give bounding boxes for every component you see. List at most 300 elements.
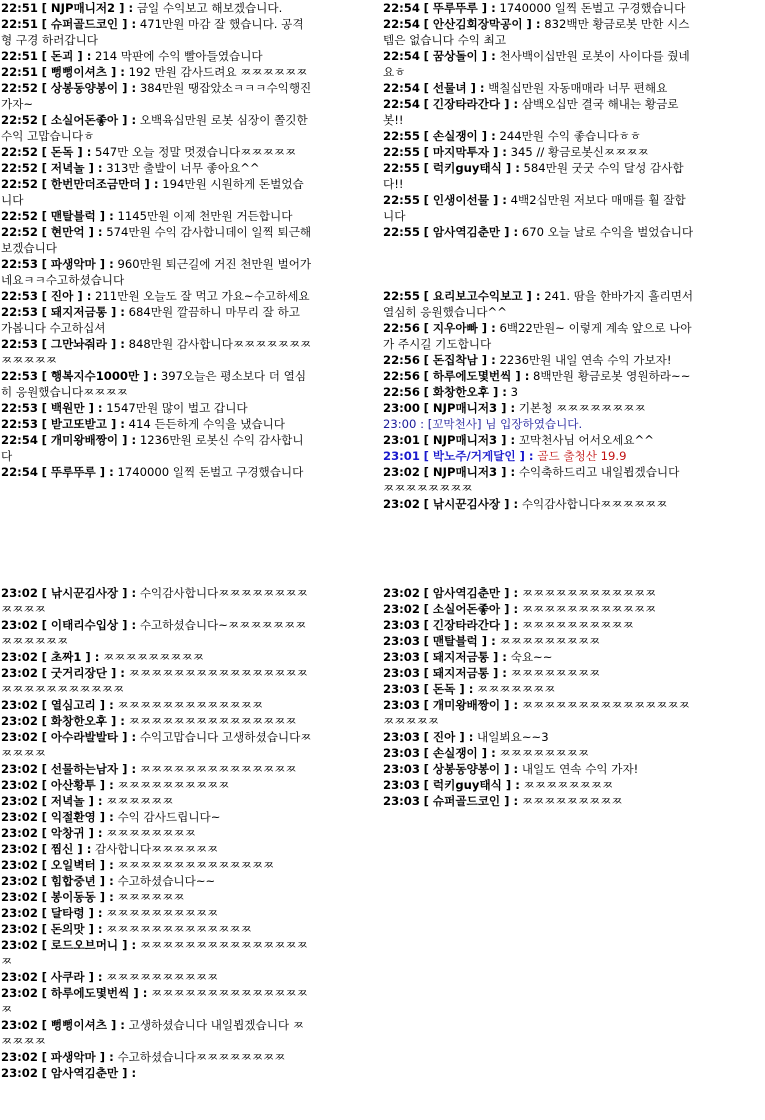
chat-spacer: [382, 256, 694, 272]
message-text: 241. 땀을 한바가지 흘리면서 열심히 응원했습니다^^: [383, 289, 694, 319]
chat-message: [0, 1065, 312, 1081]
message-time: 22:53: [1, 369, 38, 383]
message-text: 수고하셨습니다~ㅉㅉㅉㅉㅉㅉㅉㅉㅉㅉㅉㅉㅉ: [1, 618, 307, 648]
chat-message: [0, 288, 312, 304]
message-user: [ 긴장타라간다 ] :: [423, 97, 519, 111]
message-text: 내일도 연속 수익 가자!: [521, 762, 639, 776]
message-text: 수고하셨습니다~~: [117, 874, 216, 888]
chat-message: [382, 192, 694, 224]
message-time: 23:03: [383, 666, 420, 680]
message-time: 22:51: [1, 49, 38, 63]
message-time: 23:03: [383, 650, 420, 664]
message-text: ㅉㅉㅉㅉㅉㅉㅉㅉㅉㅉㅉㅉㅉㅉㅉㅉ: [1, 938, 308, 968]
message-text: 백칠십만원 자동매매라 너무 편해요: [488, 81, 668, 95]
message-user: [ 슈퍼골드코인 ] :: [423, 794, 519, 808]
message-time: 23:02: [1, 1066, 38, 1080]
chat-message: [382, 128, 694, 144]
message-user: [ 화창한오후 ] :: [41, 714, 125, 728]
chat-message: [0, 697, 312, 713]
message-time: 23:02: [383, 465, 420, 479]
message-user: [ 맨탈블럭 ] :: [41, 209, 114, 223]
message-user: [ NJP매니저2 ] :: [41, 1, 134, 15]
message-time: 22:52: [1, 161, 38, 175]
message-text: 471만원 마감 잘 했습니다. 공격형 구경 하러갑니다: [1, 17, 304, 47]
message-text: 192 만원 감사드려요 ㅉㅉㅉㅉㅉㅉ: [128, 65, 308, 79]
message-text: 345 // 황금로봇신ㅉㅉㅉㅉ: [510, 145, 649, 159]
message-text: ㅉㅉㅉㅉㅉㅉ: [117, 890, 185, 904]
message-time: 22:54: [383, 17, 420, 31]
message-user: [ 돈의맛 ] :: [41, 922, 103, 936]
message-user: [ 굿거리장단 ] :: [41, 666, 125, 680]
message-time: 23:02: [383, 602, 420, 616]
chat-message: [0, 937, 312, 969]
message-time: 23:02: [1, 922, 38, 936]
message-user: [ NJP매니저3 ] :: [423, 401, 516, 415]
chat-log-panel-1: [0, 0, 312, 530]
message-time: 23:02: [1, 778, 38, 792]
message-time: 23:02: [1, 1018, 38, 1032]
message-text: 수익고맙습니다 고생하셨습니다ㅉㅉㅉㅉㅉ: [1, 730, 312, 760]
message-user: [ 진아 ] :: [423, 730, 474, 744]
message-text: ㅉㅉㅉㅉㅉㅉㅉㅉㅉㅉㅉㅉ: [521, 602, 657, 616]
message-text: 2236만원 내일 연속 수익 가보자!: [499, 353, 672, 367]
message-text: ㅉㅉㅉㅉㅉㅉㅉㅉㅉㅉㅉㅉㅉㅉㅉ: [128, 714, 297, 728]
message-user: [ 파생악마 ] :: [41, 257, 114, 271]
chat-message: [382, 496, 694, 512]
message-user: [ 뻥뻥이셔츠 ] :: [41, 65, 125, 79]
message-time: 23:02: [1, 970, 38, 984]
message-user: [ 손실쟁이 ] :: [423, 129, 496, 143]
message-time: 22:51: [1, 1, 38, 15]
chat-message: [382, 96, 694, 128]
message-time: 23:02: [1, 858, 38, 872]
chat-message: [382, 224, 694, 240]
message-time: 23:02: [1, 890, 38, 904]
message-user: [ 현만억 ] :: [41, 225, 103, 239]
message-text: ㅉㅉㅉㅉㅉㅉㅉㅉㅉㅉ: [106, 906, 219, 920]
message-user: [ 선물녀 ] :: [423, 81, 485, 95]
chat-message: [0, 432, 312, 464]
chat-message: [0, 160, 312, 176]
message-time: 23:00: [383, 401, 420, 415]
chat-log-panel-2: [382, 0, 694, 530]
message-user: [ 긴장타라간다 ] :: [423, 618, 519, 632]
chat-message: [382, 681, 694, 697]
message-user: [ 진아 ] :: [41, 289, 92, 303]
message-user: [ 힘합중년 ] :: [41, 874, 114, 888]
message-time: 23:02: [383, 586, 420, 600]
chat-message: [382, 368, 694, 384]
message-text: ㅉㅉㅉㅉㅉㅉㅉㅉ: [499, 746, 590, 760]
message-time: 22:52: [1, 145, 38, 159]
chat-message: [382, 665, 694, 681]
message-text: 6백22만원~ 이렇게 계속 앞으로 나아가 주시길 기도합니다: [383, 321, 692, 351]
message-user: [ 아산황투 ] :: [41, 778, 114, 792]
message-user: [ 소실어돈좋아 ] :: [423, 602, 519, 616]
message-user: [ 돼지저금통 ] :: [41, 305, 125, 319]
chat-message: [382, 16, 694, 48]
message-user: [ 인생이선물 ] :: [423, 193, 507, 207]
message-user: [ 슈퍼골드코인 ] :: [41, 17, 137, 31]
message-text: 684만원 깔끔하니 마무리 잘 하고 가봅니다 수고하십셔: [1, 305, 300, 335]
message-user: [ 박노주/거게달인 ] :: [423, 449, 534, 463]
message-time: 23:02: [1, 826, 38, 840]
message-text: ㅉㅉㅉㅉㅉㅉㅉㅉㅉㅉㅉㅉㅉㅉ: [139, 762, 297, 776]
message-time: 23:02: [1, 842, 38, 856]
message-user: [ 행복지수1000만 ] :: [41, 369, 158, 383]
chat-message: [0, 713, 312, 729]
chat-message: [382, 48, 694, 80]
message-text: ㅉㅉㅉㅉㅉㅉㅉㅉㅉㅉㅉㅉㅉㅉㅉㅉㅉㅉㅉㅉ: [383, 698, 690, 728]
message-text: 960만원 퇴근길에 거진 천만원 벌어가네요ㅋㅋ수고하셨습니다: [1, 257, 312, 287]
chat-message: [0, 208, 312, 224]
message-text: 211만원 오늘도 잘 먹고 가요~수고하세요: [95, 289, 310, 303]
message-user: [ 개미왕배짱이 ] :: [423, 698, 519, 712]
message-user: [ 돼지저금통 ] :: [423, 650, 507, 664]
message-user: [ 이태리수입상 ] :: [41, 618, 137, 632]
message-time: 22:55: [383, 161, 420, 175]
message-time: 23:02: [1, 730, 38, 744]
chat-message: [0, 416, 312, 432]
chat-message: [382, 649, 694, 665]
message-user: [ 돈괴 ] :: [41, 49, 92, 63]
chat-message: [382, 384, 694, 400]
message-text: ㅉㅉㅉㅉㅉㅉㅉㅉㅉㅉㅉㅉㅉㅉㅉㅉㅉㅉㅉㅉㅉㅉㅉㅉㅉㅉㅉ: [1, 666, 308, 696]
message-user: [ 손실쟁이 ] :: [423, 746, 496, 760]
chat-message: [382, 601, 694, 617]
message-user: [ 지우아빠 ] :: [423, 321, 496, 335]
chat-message: [0, 585, 312, 617]
message-text: 감사합니다ㅉㅉㅉㅉㅉㅉ: [95, 842, 219, 856]
chat-message: [0, 873, 312, 889]
message-text: ㅉㅉㅉㅉㅉㅉㅉㅉㅉㅉㅉㅉㅉㅉㅉ: [1, 986, 308, 1016]
chat-message: [382, 585, 694, 601]
message-time: 23:03: [383, 682, 420, 696]
message-user: [ 하루에도몇번씩 ] :: [41, 986, 148, 1000]
chat-message: [382, 80, 694, 96]
chat-message: [382, 729, 694, 745]
message-user: [ 백원만 ] :: [41, 401, 103, 415]
message-time: 22:54: [383, 81, 420, 95]
message-text: 4백2십만원 저보다 매매를 훨 잘합니다: [383, 193, 686, 223]
message-text: 313만 출발이 너무 좋아요^^: [106, 161, 260, 175]
message-user: [ NJP매니저3 ] :: [423, 465, 516, 479]
message-text: ㅉㅉㅉㅉㅉㅉㅉㅉㅉㅉ: [521, 618, 634, 632]
message-time: 23:02: [1, 810, 38, 824]
chat-message: [382, 777, 694, 793]
message-text: ㅉㅉㅉㅉㅉㅉ: [106, 794, 174, 808]
message-user: [ NJP매니저3 ] :: [423, 433, 516, 447]
message-user: [ 선물하는남자 ] :: [41, 762, 137, 776]
message-user: [ 열심고리 ] :: [41, 698, 114, 712]
message-user: [ 받고또받고 ] :: [41, 417, 125, 431]
message-time: 22:55: [383, 225, 420, 239]
message-time: 22:53: [1, 289, 38, 303]
chat-message: [0, 80, 312, 112]
message-time: 23:02: [1, 666, 38, 680]
message-text: 1547만원 많이 벌고 갑니다: [106, 401, 248, 415]
message-time: 23:02: [1, 586, 38, 600]
message-text: 547만 오늘 정말 멋졌습니다ㅉㅉㅉㅉㅉ: [95, 145, 297, 159]
message-time: 23:02: [1, 874, 38, 888]
message-user: [ 낚시꾼김사장 ] :: [41, 586, 137, 600]
system-message: 23:00 : [꼬막천사] 님 입장하였습니다.: [383, 417, 583, 431]
message-user: [ 상봉동양봉이 ] :: [423, 762, 519, 776]
message-text: 574만원 수익 감사합니데이 일찍 퇴근해보겠습니다: [1, 225, 312, 255]
message-user: [ 저녁놀 ] :: [41, 794, 103, 808]
message-text: ㅉㅉㅉㅉㅉㅉㅉㅉㅉ: [499, 634, 601, 648]
message-time: 22:56: [383, 369, 420, 383]
chat-message: [382, 633, 694, 649]
message-text: 고생하셨습니다 내일뵙겠습니다 ㅉㅉㅉㅉㅉ: [1, 1018, 304, 1048]
message-user: [ 뚜루뚜루 ] :: [423, 1, 496, 15]
message-time: 22:53: [1, 417, 38, 431]
chat-message: [0, 761, 312, 777]
chat-message: [382, 320, 694, 352]
chat-message: [0, 969, 312, 985]
message-user: [ 소실어돈좋아 ] :: [41, 113, 137, 127]
message-time: 23:01: [383, 433, 420, 447]
message-time: 23:02: [1, 794, 38, 808]
chat-message: [0, 1017, 312, 1049]
message-user: [ 찜신 ] :: [41, 842, 92, 856]
message-user: [ 낚시꾼김사장 ] :: [423, 497, 519, 511]
message-time: 23:02: [1, 986, 38, 1000]
chat-message: [0, 905, 312, 921]
message-text: 244만원 수익 좋습니다ㅎㅎ: [499, 129, 641, 143]
message-user: [ 그만놔줘라 ] :: [41, 337, 125, 351]
chat-message: [382, 761, 694, 777]
chat-message: [0, 304, 312, 336]
chat-message: [0, 841, 312, 857]
chat-message: [0, 665, 312, 697]
message-user: [ 아수라발발타 ] :: [41, 730, 137, 744]
message-text: 수익축하드리고 내일뵙겠습니다 ㅉㅉㅉㅉㅉㅉㅉㅉ: [383, 465, 680, 495]
message-text: ㅉㅉㅉㅉㅉㅉㅉㅉㅉㅉ: [117, 778, 230, 792]
chat-message: [382, 697, 694, 729]
message-time: 22:52: [1, 225, 38, 239]
chat-message: [0, 0, 312, 16]
message-time: 23:01: [383, 449, 420, 463]
message-text: 414 든든하게 수익을 냈습니다: [128, 417, 286, 431]
message-text: ㅉㅉㅉㅉㅉㅉㅉㅉㅉㅉ: [106, 970, 219, 984]
message-user: [ 악창귀 ] :: [41, 826, 103, 840]
message-text: 3: [510, 385, 519, 399]
message-text: ㅉㅉㅉㅉㅉㅉㅉ: [477, 682, 556, 696]
message-time: 22:54: [383, 97, 420, 111]
message-user: [ 돈집착남 ] :: [423, 353, 496, 367]
chat-message: [0, 16, 312, 48]
chat-message: [0, 921, 312, 937]
chat-message: [0, 400, 312, 416]
chat-message: [0, 857, 312, 873]
message-text: 숙요~~: [510, 650, 553, 664]
message-time: 22:55: [383, 145, 420, 159]
chat-message: [382, 448, 694, 464]
message-time: 22:54: [383, 1, 420, 15]
message-time: 23:03: [383, 698, 420, 712]
message-text: 수익감사합니다ㅉㅉㅉㅉㅉㅉㅉㅉㅉㅉㅉㅉ: [1, 586, 308, 616]
message-text: 꼬막천사님 어서오세요^^: [518, 433, 654, 447]
message-text: ㅉㅉㅉㅉㅉㅉㅉㅉㅉ: [103, 650, 204, 664]
chat-message: [0, 48, 312, 64]
message-text: 214 막판에 수익 빨아들였습니다: [95, 49, 263, 63]
message-user: [ 안산김회장막공이 ] :: [423, 17, 541, 31]
message-text: 848만원 감사합니다ㅉㅉㅉㅉㅉㅉㅉㅉㅉㅉㅉㅉ: [1, 337, 312, 367]
chat-message: [0, 825, 312, 841]
message-text: ㅉㅉㅉㅉㅉㅉㅉㅉㅉㅉㅉㅉ: [521, 586, 657, 600]
message-user: [ 한번만더조금만더 ] :: [41, 177, 159, 191]
chat-message: [0, 777, 312, 793]
message-user: [ 파생악마 ] :: [41, 1050, 114, 1064]
message-time: 22:54: [1, 433, 38, 447]
message-time: 23:02: [1, 938, 38, 952]
chat-log-panel-4: [382, 585, 694, 835]
chat-message: [0, 368, 312, 400]
message-user: [ 하루에도몇번씩 ] :: [423, 369, 530, 383]
message-text: 1236만원 로봇신 수익 감사합니다: [1, 433, 304, 463]
message-text: 1740000 일찍 돈벌고 구경했습니다: [499, 1, 686, 15]
chat-message: [0, 144, 312, 160]
message-user: [ 럭키guy태식 ] :: [423, 778, 520, 792]
chat-message: [0, 649, 312, 665]
message-text: 832백만 황금로봇 만한 시스템은 없습니다 수익 최고: [383, 17, 690, 47]
chat-message: [0, 464, 312, 480]
message-time: 22:52: [1, 113, 38, 127]
message-user: [ 돈독 ] :: [41, 145, 92, 159]
message-user: [ 초짜1 ] :: [41, 650, 100, 664]
message-text: ㅉㅉㅉㅉㅉㅉㅉㅉㅉㅉㅉㅉㅉㅉ: [117, 858, 275, 872]
chat-message: [382, 432, 694, 448]
chat-message: [0, 336, 312, 368]
message-text: ㅉㅉㅉㅉㅉㅉㅉㅉㅉ: [521, 794, 623, 808]
message-text: 내일뵈요~~3: [477, 730, 549, 744]
message-time: 23:03: [383, 730, 420, 744]
chat-message: [0, 256, 312, 288]
message-time: 23:02: [383, 497, 420, 511]
message-time: 22:53: [1, 257, 38, 271]
chat-message: [0, 64, 312, 80]
message-text: 금일 수익보고 해보겠습니다.: [136, 1, 283, 15]
message-time: 22:56: [383, 321, 420, 335]
message-time: 23:03: [383, 746, 420, 760]
message-time: 22:52: [1, 177, 38, 191]
message-text: 골드 출청산 19.9: [537, 449, 627, 463]
chat-message: [0, 617, 312, 649]
message-user: [ 익절환영 ] :: [41, 810, 114, 824]
message-text: ㅉㅉㅉㅉㅉㅉㅉㅉ: [106, 826, 196, 840]
message-time: 23:03: [383, 634, 420, 648]
message-text: 기본청 ㅉㅉㅉㅉㅉㅉㅉㅉ: [518, 401, 646, 415]
message-user: [ 마지막투자 ] :: [423, 145, 507, 159]
message-user: [ 로드오브머니 ] :: [41, 938, 137, 952]
message-time: 23:02: [1, 906, 38, 920]
message-time: 22:53: [1, 401, 38, 415]
chat-message: [0, 176, 312, 208]
message-user: [ 럭키guy태식 ] :: [423, 161, 520, 175]
message-text: 384만원 땡잡았소ㅋㅋㅋ수익행진 가자~: [1, 81, 312, 111]
message-text: 1740000 일찍 돈벌고 구경했습니다: [117, 465, 304, 479]
chat-message: [0, 985, 312, 1017]
message-text: 삼백오십만 결국 해내는 황금로봇!!: [383, 97, 679, 127]
message-text: 1145만원 이제 천만원 거든합니다: [117, 209, 293, 223]
message-time: 23:03: [383, 794, 420, 808]
message-user: [ 화창한오후 ] :: [423, 385, 507, 399]
message-text: 수고하셨습니다ㅉㅉㅉㅉㅉㅉㅉㅉ: [117, 1050, 286, 1064]
message-user: [ 상봉동양봉이 ] :: [41, 81, 137, 95]
chat-message: [382, 144, 694, 160]
message-time: 23:02: [1, 650, 38, 664]
message-time: 23:02: [1, 714, 38, 728]
chat-message: [0, 889, 312, 905]
message-time: 22:56: [383, 385, 420, 399]
message-text: ㅉㅉㅉㅉㅉㅉㅉㅉ: [523, 778, 614, 792]
chat-message: [382, 464, 694, 496]
message-user: [ 맨탈블럭 ] :: [423, 634, 496, 648]
message-time: 22:54: [383, 49, 420, 63]
message-user: [ 개미왕배짱이 ] :: [41, 433, 137, 447]
message-user: [ 돼지저금통 ] :: [423, 666, 507, 680]
message-time: 22:52: [1, 209, 38, 223]
message-time: 22:55: [383, 129, 420, 143]
message-user: [ 달타령 ] :: [41, 906, 103, 920]
message-time: 22:55: [383, 289, 420, 303]
message-time: 23:03: [383, 762, 420, 776]
message-text: 397오늘은 평소보다 더 열심히 응원했습니다ㅉㅉㅉㅉ: [1, 369, 307, 399]
message-time: 23:02: [1, 618, 38, 632]
message-time: 22:55: [383, 193, 420, 207]
message-text: 천사백이십만원 로봇이 사이다를 줬네요ㅎ: [383, 49, 690, 79]
message-text: 수익감사합니다ㅉㅉㅉㅉㅉㅉ: [521, 497, 668, 511]
message-text: 194만원 시원하게 돈벌었습니다: [1, 177, 304, 207]
message-text: 584만원 굿굿 수익 달성 감사합다!!: [383, 161, 684, 191]
message-user: [ 꿈상돌이 ] :: [423, 49, 496, 63]
message-time: 22:56: [383, 353, 420, 367]
chat-message: [382, 0, 694, 16]
message-user: [ 사쿠라 ] :: [41, 970, 103, 984]
message-time: 23:02: [1, 1050, 38, 1064]
chat-message: [0, 793, 312, 809]
message-time: 22:53: [1, 305, 38, 319]
message-user: [ 돈독 ] :: [423, 682, 474, 696]
message-user: [ 오일벽터 ] :: [41, 858, 114, 872]
chat-message: [0, 1049, 312, 1065]
chat-message: [0, 224, 312, 256]
message-time: 22:52: [1, 81, 38, 95]
chat-message: [382, 793, 694, 809]
message-text: ㅉㅉㅉㅉㅉㅉㅉㅉㅉㅉㅉㅉㅉ: [117, 698, 264, 712]
message-text: 오백육십만원 로봇 심장이 쫄깃한 수익 고맙습니다ㅎ: [1, 113, 308, 143]
chat-message: [0, 112, 312, 144]
message-time: 23:03: [383, 618, 420, 632]
message-text: 670 오늘 날로 수익을 벌었습니다: [521, 225, 694, 239]
message-user: [ 저녁놀 ] :: [41, 161, 103, 175]
chat-message: [382, 745, 694, 761]
message-text: 수익 감사드립니다~: [117, 810, 221, 824]
message-time: 22:54: [1, 465, 38, 479]
message-user: [ 뻥뻥이셔츠 ] :: [41, 1018, 125, 1032]
chat-message: [382, 352, 694, 368]
message-user: [ 암사역김춘만 ] :: [423, 225, 519, 239]
message-time: 22:51: [1, 65, 38, 79]
message-user: [ 암사역김춘만 ] :: [423, 586, 519, 600]
chat-message: [0, 729, 312, 761]
message-time: 23:03: [383, 778, 420, 792]
chat-message: [382, 160, 694, 192]
message-time: 23:02: [1, 762, 38, 776]
chat-log-panel-3: [0, 585, 312, 1120]
chat-message: [382, 288, 694, 320]
